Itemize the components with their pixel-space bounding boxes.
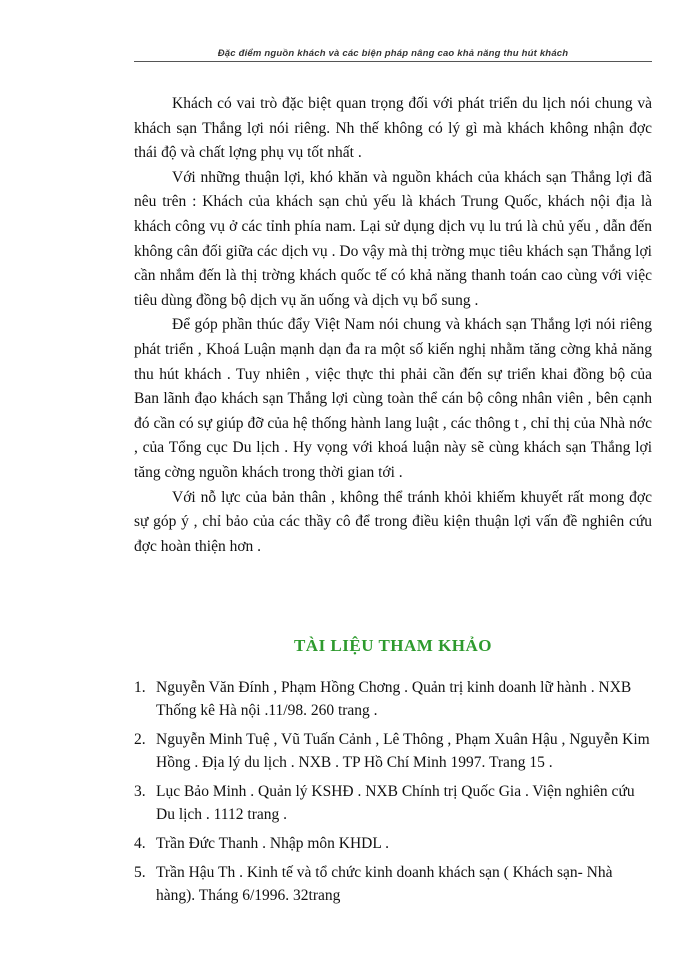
paragraph-3: Để góp phần thúc đẩy Việt Nam nói chung và khách sạn Thắng lợi nói riêng phát triển , Khoá Luận mạnh dạn đa ra một số kiến nghị nhằm tăng cờng khả năng thu hút khách . Tuy nhiên , việc thực thi phải cần đến sự triển khai đồng bộ của Ban lãnh đạo khách sạn Thắng lợi cùng toàn thể cán bộ công nhân viên , bên cạnh đó cần có sự giúp đỡ của hệ thống hành lang luật , các thông t , chỉ thị của Nhà nớc , của Tổng cục Du lịch . Hy vọng với khoá luận này sẽ cùng khách sạn Thắng lợi tăng cờng nguồn khách trong thời gian tới . bbox=[134, 316, 652, 481]
running-header: Đặc điểm nguồn khách và các biện pháp nâng cao khả năng thu hút khách bbox=[217, 48, 569, 59]
reference-number: 1. bbox=[134, 679, 146, 696]
reference-item-4 bbox=[134, 832, 652, 855]
paragraph-4: Với nỗ lực của bản thân , không thể tránh khỏi khiếm khuyết rất mong đợc sự góp ý , chỉ bảo của các thầy cô để trong điều kiện thuận lợi vấn đề nghiên cứu đợc hoàn thiện hơn . bbox=[134, 488, 652, 555]
reference-text: Trần Đức Thanh . Nhập môn KHDL . bbox=[156, 835, 389, 852]
paragraph-1: Khách có vai trò đặc biệt quan trọng đối với phát triển du lịch nói chung và khách sạn Thắng lợi nói riêng. Nh thế không có lý gì mà khách không nhận đợc thái độ và chất lợng phụ vụ tốt nhất . bbox=[134, 95, 652, 162]
reference-number: 2. bbox=[134, 731, 146, 748]
reference-number: 5. bbox=[134, 864, 146, 881]
reference-text: Lục Bảo Minh . Quản lý KSHĐ . NXB Chính trị Quốc Gia . Viện nghiên cứu Du lịch . 1112 trang . bbox=[156, 783, 635, 823]
body-text bbox=[134, 92, 652, 559]
reference-number: 3. bbox=[134, 783, 146, 800]
reference-item-3 bbox=[134, 780, 652, 826]
references-list bbox=[134, 676, 652, 913]
references-title: TÀI LIỆU THAM KHẢO bbox=[293, 636, 493, 655]
reference-item-5 bbox=[134, 861, 652, 907]
reference-text: Nguyễn Văn Đính , Phạm Hồng Chơng . Quản trị kinh doanh lữ hành . NXB Thống kê Hà nội .11/98. 260 trang . bbox=[156, 679, 632, 719]
reference-item-2 bbox=[134, 728, 652, 774]
reference-text: Nguyễn Minh Tuệ , Vũ Tuấn Cảnh , Lê Thông , Phạm Xuân Hậu , Nguyễn Kim Hồng . Địa lý du lịch . NXB . TP Hồ Chí Minh 1997. Trang 15 . bbox=[156, 731, 650, 771]
paragraph-2: Với những thuận lợi, khó khăn và nguồn khách của khách sạn Thắng lợi đã nêu trên : Khách của khách sạn chủ yếu là khách Trung Quốc, khách nội địa là khách công vụ ở các tỉnh phía nam. Lại sử dụng dịch vụ lu trú là chủ yếu , dẫn đến không cân đối giữa các dịch vụ . Do vậy mà thị trờng mục tiêu khách sạn Thắng lợi cần nhắm đến là thị trờng khách quốc tế có khả năng thanh toán cao cùng với việc tiêu dùng đồng bộ dịch vụ ăn uống và dịch vụ bổ sung . bbox=[134, 168, 652, 309]
reference-item-1 bbox=[134, 676, 652, 722]
header-rule bbox=[134, 61, 652, 62]
reference-text: Trần Hậu Th . Kinh tế và tổ chức kinh doanh khách sạn ( Khách sạn- Nhà hàng). Tháng 6/1996. 32trang bbox=[156, 864, 613, 904]
reference-number: 4. bbox=[134, 835, 146, 852]
